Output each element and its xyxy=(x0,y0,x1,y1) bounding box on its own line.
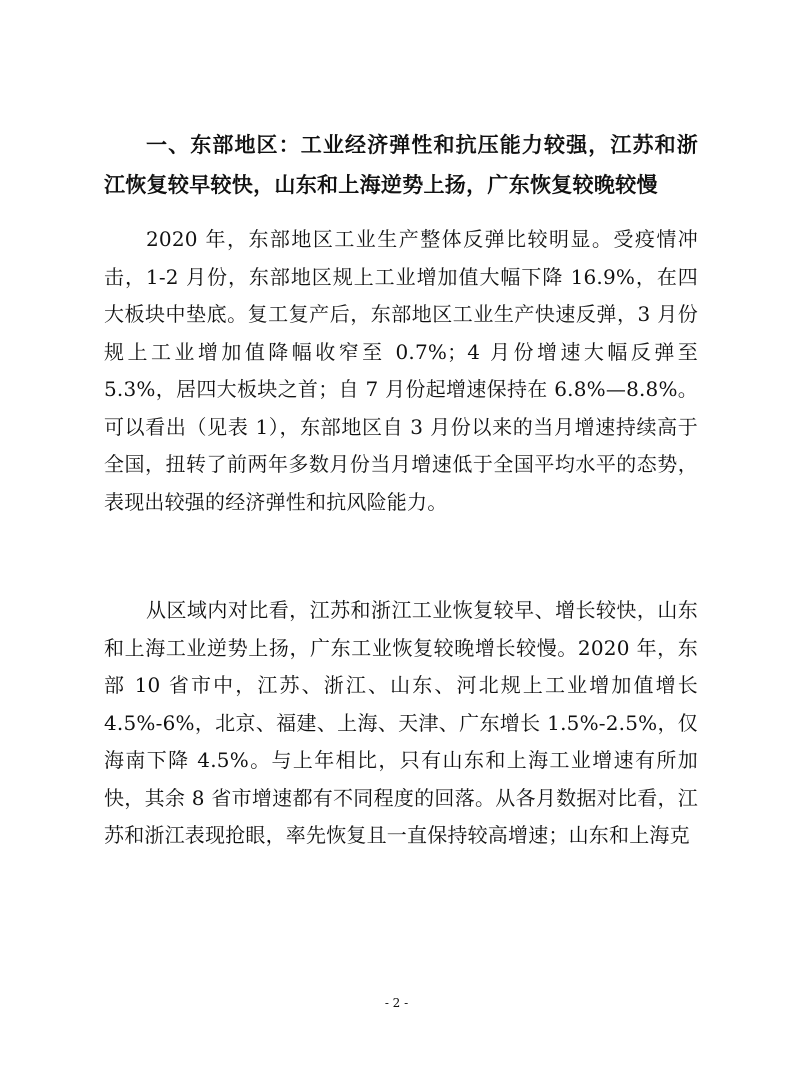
section-heading: 一、东部地区：工业经济弹性和抗压能力较强，江苏和浙江恢复较早较快，山东和上海逆势上扬，广东恢复较晚较慢 xyxy=(104,133,698,197)
body-paragraph-1: 2020 年，东部地区工业生产整体反弹比较明显。受疫情冲击，1-2 月份，东部地区规上工业增加值大幅下降 16.9%，在四大板块中垫底。复工复产后，东部地区工业生产快速反弹，3 月份规上工业增加值降幅收窄至 0.7%；4 月份增速大幅反弹至 5.3%，居四大板块之首；自 7 月份起增速保持在 6.8%—8.8%。可以看出（见表 1），东部地区自 3 月份以来的当月增速持续高于全国，扭转了前两年多数月份当月增速低于全国平均水平的态势，表现出较强的经济弹性和抗风险能力。 xyxy=(104,227,698,514)
page-number: - 2 - xyxy=(384,996,409,1010)
body-paragraph-2: 从区域内对比看，江苏和浙江工业恢复较早、增长较快，山东和上海工业逆势上扬，广东工业恢复较晚增长较慢。2020 年，东部 10 省市中，江苏、浙江、山东、河北规上工业增加值增长 4.5%-6%，北京、福建、上海、天津、广东增长 1.5%-2.5%，仅海南下降 4.5%。与上年相比，只有山东和上海工业增速有所加快，其余 8 省市增速都有不同程度的回落。从各月数据对比看，江苏和浙江表现抢眼，率先恢复且一直保持较高增速；山东和上海克 xyxy=(104,598,698,847)
